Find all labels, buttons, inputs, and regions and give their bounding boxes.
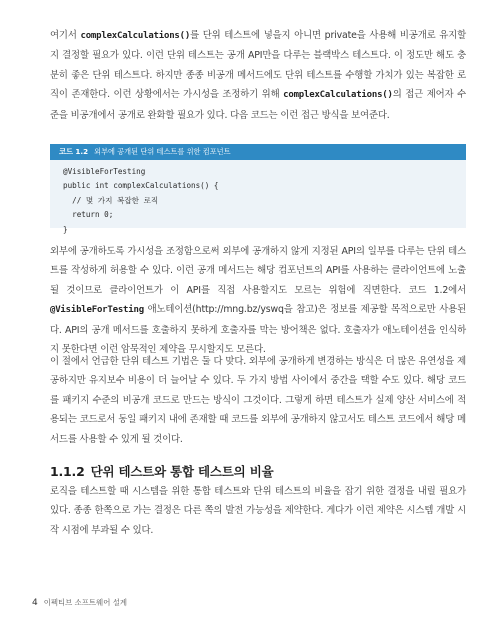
page-number: 4 bbox=[32, 598, 38, 608]
code-listing-number: 코드 1.2 bbox=[59, 147, 89, 156]
section-title: 단위 테스트와 통합 테스트의 비율 bbox=[90, 464, 274, 479]
paragraph-tradeoff: 이 절에서 언급한 단위 테스트 기법은 둘 다 맞다. 외부에 공개하게 변경하는 방식은 더 많은 유연성을 제공하지만 유지보수 비용이 더 늘어날 수 있다. 두 가지 방법 사이에서 중간을 택할 수도 있다. 해당 코드를 패키지 수준의 비공개 코드로 만드는 방식이 그것이다. 그렇게 하면 테스트가 실제 양산 서비스에 적용되는 코드로서 동일 패키지 내에 존재할 때 코드를 외부에 공개하지 않고서도 테스트 코드에서 해당 메서드를 사용할 수 있게 될 것이다. bbox=[50, 356, 466, 445]
code-listing-header bbox=[50, 144, 466, 160]
paragraph-ratio: 로직을 테스트할 때 시스템을 위한 통합 테스트와 단위 테스트의 비율을 잡기 위한 결정을 내릴 필요가 있다. 종종 한쪽으로 가는 결정은 다른 쪽의 발전 가능성을 제약한다. 게다가 이런 제약은 시스템 개발 시작 시점에 부과될 수 있다. bbox=[50, 486, 466, 536]
code-listing-caption: 외부에 공개된 단위 테스트를 위한 컴포넌트 bbox=[94, 147, 231, 156]
code-listing-box bbox=[50, 144, 466, 234]
paragraph-text: 외부에 공개하도록 가시성을 조정함으로써 외부에 공개하지 않게 지정된 API의 일부를 다루는 단위 테스트를 작성하게 허용할 수 있다. 이런 공개 메서드는 해당 컴포넌트의 API를 사용하는 클라이언트에 노출될 것이므로 클라이언트가 이 API를 직접 사용할지도 모르는 위험에 직면한다. 코드 1.2에서 bbox=[50, 246, 466, 296]
book-title: 이펙티브 소프트웨어 설계 bbox=[43, 598, 127, 607]
paragraph-visibility bbox=[50, 242, 466, 359]
paragraph-intro bbox=[50, 26, 466, 125]
paragraph-text: 의 접근 제어자 수준을 비공개에서 공개로 완화할 필요가 있다. 다음 코드는 이런 접근 방식을 보여준다. bbox=[50, 89, 466, 121]
inline-code: complexCalculations() bbox=[283, 90, 393, 101]
inline-code: @VisibleForTesting bbox=[50, 305, 144, 316]
section-heading bbox=[50, 462, 466, 480]
section-number: 1.1.2 bbox=[50, 464, 85, 479]
paragraph-text: 여기서 bbox=[50, 30, 81, 41]
code-block: @VisibleForTesting public int complexCalculations() { // 몇 가지 복잡한 로직 return 0; } bbox=[63, 167, 219, 234]
inline-code: complexCalculations() bbox=[80, 31, 191, 41]
paragraph-text: 애노테이션(http://mng.bz/yswq을 참고)은 정보를 제공할 목적으로만 사용된다. API의 공개 메서드를 호출하지 못하게 호출자를 막는 방어책은 없다. 호출자가 애노테이션을 인식하지 못한다면 이런 암묵적인 제약을 무시할지도 모른다. bbox=[50, 304, 466, 356]
paragraph-text: 를 단위 테스트에 넣을지 아니면 private을 사용해 비공개로 유지할지 결정할 필요가 있다. 이런 단위 테스트는 공개 API만을 다루는 블랙박스 테스트다. 이 정도만 해도 충분히 좋은 단위 테스트다. 하지만 종종 비공개 메서드에도 단위 테스트를 수행할 가치가 있는 복잡한 로직이 존재한다. 이런 상황에서는 가시성을 조정하기 위해 bbox=[50, 30, 466, 101]
page-footer bbox=[32, 597, 127, 608]
